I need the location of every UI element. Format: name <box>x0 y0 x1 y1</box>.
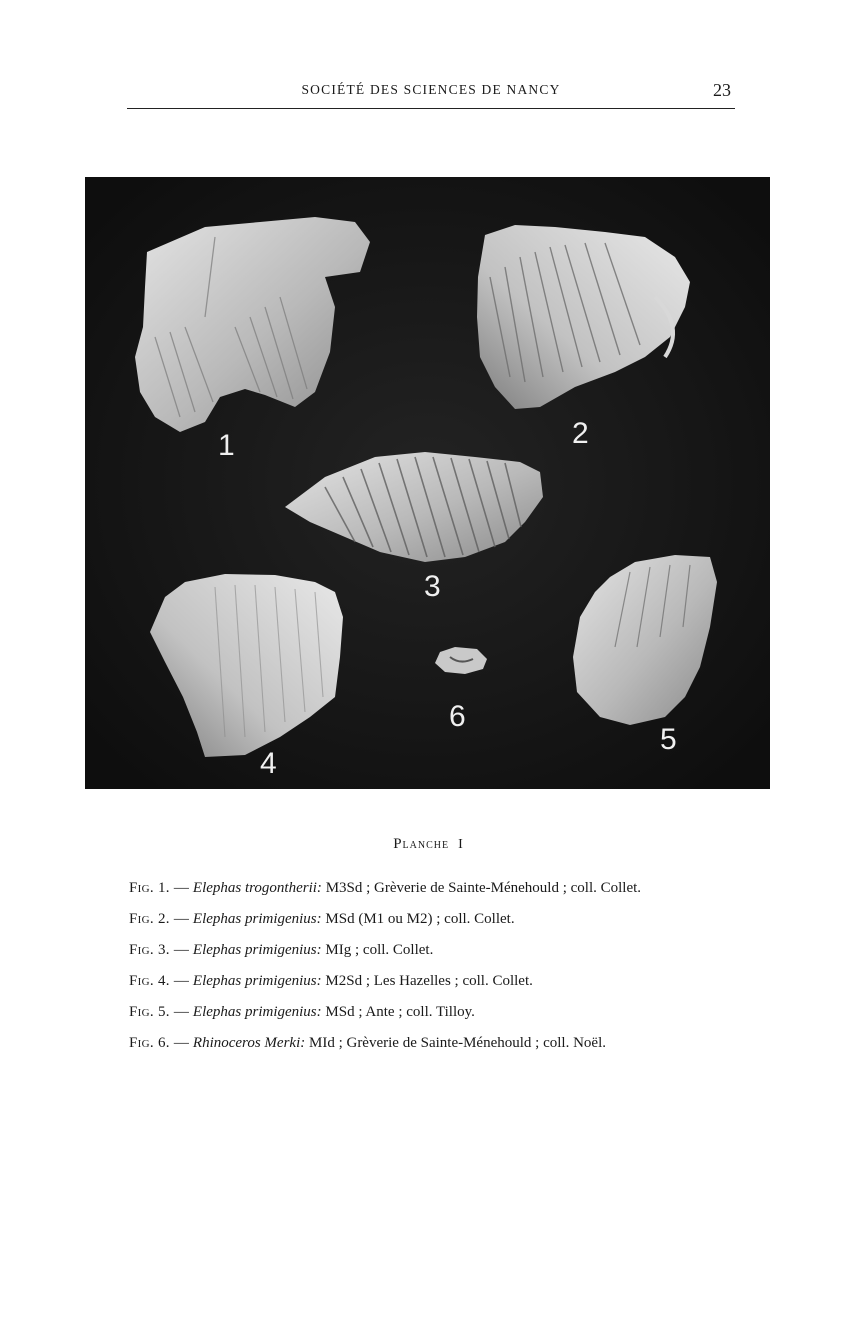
caption-fig-2 <box>129 910 739 928</box>
figure-number-4: 4 <box>260 747 277 780</box>
header-rule <box>127 108 735 109</box>
caption-label: Fig. 4. — <box>129 973 190 989</box>
running-title: SOCIÉTÉ DES SCIENCES DE NANCY <box>301 82 561 97</box>
caption-details: M3Sd ; Grèverie de Sainte-Ménehould ; coll. Collet. <box>325 880 642 896</box>
figure-captions <box>129 879 739 1065</box>
caption-species: Elephas primigenius: <box>192 973 322 989</box>
caption-species: Elephas primigenius: <box>192 911 322 927</box>
caption-details: MIg ; coll. Collet. <box>325 942 434 958</box>
caption-fig-1 <box>129 879 739 897</box>
caption-fig-3 <box>129 941 739 959</box>
fossil-teeth-photo <box>85 177 770 789</box>
caption-species: Elephas primigenius: <box>192 1004 322 1020</box>
caption-species: Rhinoceros Merki: <box>192 1035 306 1051</box>
figure-number-1: 1 <box>218 429 235 462</box>
plate-title-initial: P <box>393 836 403 852</box>
caption-fig-4 <box>129 972 739 990</box>
plate-title-number: I <box>458 837 464 852</box>
caption-fig-5 <box>129 1003 739 1021</box>
caption-fig-6 <box>129 1034 739 1052</box>
caption-details: MSd ; Ante ; coll. Tilloy. <box>325 1004 475 1020</box>
plate-title <box>0 836 857 853</box>
figure-number-3: 3 <box>424 570 441 603</box>
caption-details: MSd (M1 ou M2) ; coll. Collet. <box>325 911 515 927</box>
figure-number-2: 2 <box>572 417 589 450</box>
caption-label: Fig. 6. — <box>129 1035 190 1051</box>
caption-label: Fig. 2. — <box>129 911 190 927</box>
caption-label: Fig. 1. — <box>129 880 190 896</box>
page-number: 23 <box>713 80 731 100</box>
plate-photograph <box>85 177 770 789</box>
caption-species: Elephas primigenius: <box>192 942 322 958</box>
caption-details: M2Sd ; Les Hazelles ; coll. Collet. <box>325 973 533 989</box>
caption-label: Fig. 3. — <box>129 942 190 958</box>
plate-title-word: lanche <box>402 837 450 852</box>
caption-species: Elephas trogontherii: <box>192 880 322 896</box>
figure-number-5: 5 <box>660 723 677 756</box>
figure-number-6: 6 <box>449 700 466 733</box>
caption-details: MId ; Grèverie de Sainte-Ménehould ; coll. Noël. <box>308 1035 606 1051</box>
caption-label: Fig. 5. — <box>129 1004 190 1020</box>
running-head <box>127 80 735 104</box>
